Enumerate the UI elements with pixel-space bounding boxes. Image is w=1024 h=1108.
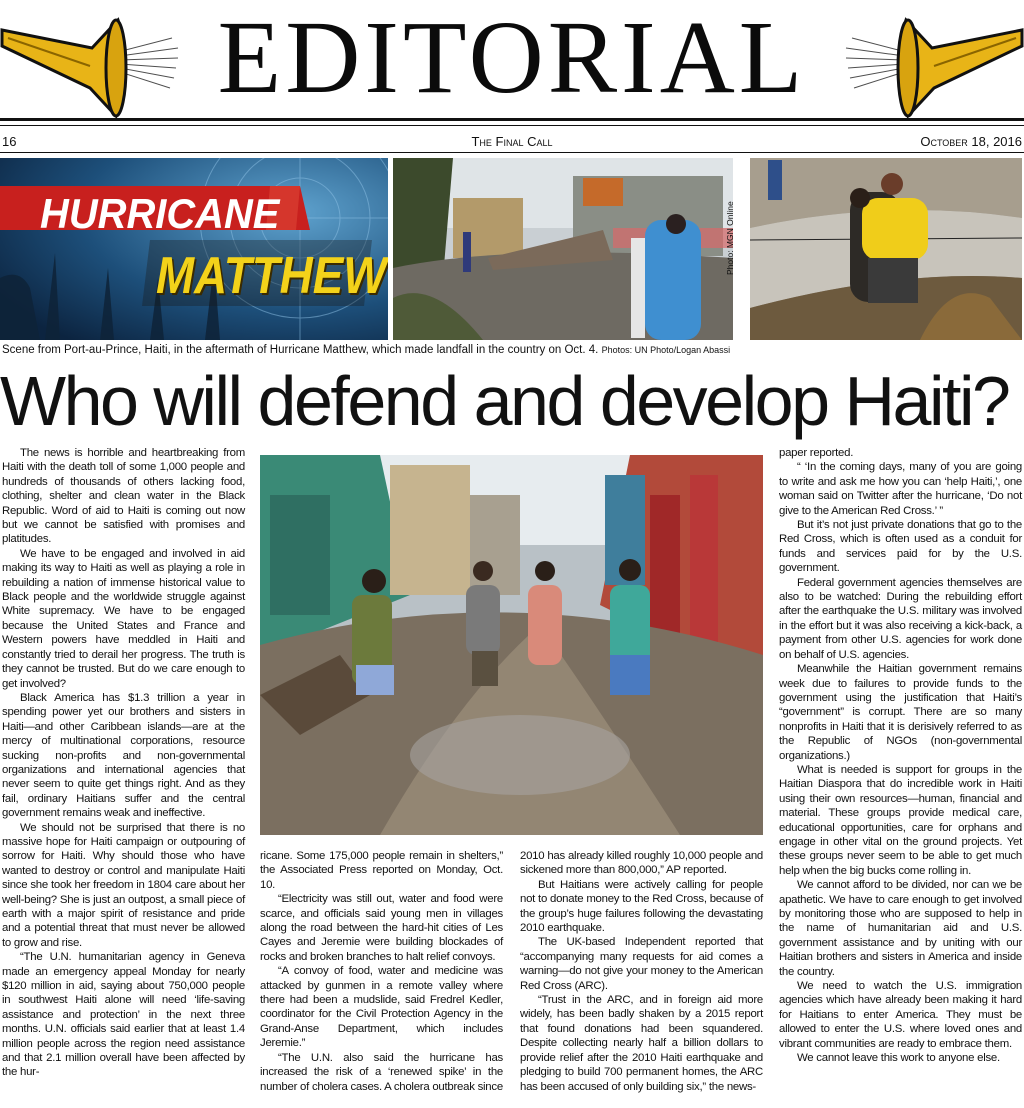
street-damage-photo: [393, 158, 733, 340]
paragraph: We need to watch the U.S. immigration agencies which have already been making it hard for Haitians to enter America. They must be allowed to enter the U.S. where loved ones and vibrant communities are ready to embrace them.: [779, 980, 1022, 1050]
paragraph: “Electricity was still out, water and food were scarce, and officials said young men in villages along the road between the hard-hit cities of Les Cayes and Jeremie were building blockades of rocks and broken branches to halt relief convoys.: [260, 893, 503, 963]
paragraph: Federal government agencies themselves are also to be watched: During the rebuilding effort after the earthquake the U.S. military was involved in the effort but it was also receiving a kick-back, a payment from other U.S. agencies for work done on behalf of U.S. agencies.: [779, 576, 1022, 661]
issue-date: October 18, 2016: [920, 134, 1022, 149]
paragraph: “The U.N. humanitarian agency in Geneva made an emergency appeal Monday for nearly $120 million in aid, saying about 750,000 people in southwest Haiti alone will need ‘life-saving assistance and protection’ in the next three months. U.N. officials said earlier that at least 1.4 million people across the region need assistance and that 2.1 million overall have been affected by the hur-: [2, 951, 245, 1079]
paragraph: “ ‘In the coming days, many of you are going to write and ask me how you can ‘help Haiti,’, one woman said on Twitter after the hurricane, ‘Do not give to the American Red Cross.’ ”: [779, 461, 1022, 517]
paragraph: “A convoy of food, water and medicine was attacked by gunmen in a remote valley where there had been a mudslide, said Fredrel Kedler, coordinator for the Civil Protection Agency in the Grand-Anse Department, which includes Jeremie.”: [260, 965, 503, 1050]
paragraph: 2010 has already killed roughly 10,000 people and sickened more than 800,000,” AP reported.: [520, 850, 763, 877]
paragraph: What is needed is support for groups in the Haitian Diaspora that do incredible work in Haiti using their own resources—human, financial and material. These groups provide medical care, educational opportunities, care for orphans and engage in other vital on the ground projects. Yet these groups never seem to be able to get much help when the big bucks come rolling in.: [779, 763, 1022, 877]
paragraph: Meanwhile the Haitian government remains week due to failures to provide funds to the government using the justification that Haiti’s “government” is corrupt. There are so many nonprofits in Haiti that it is derisively referred to as the Republic of NGOs (non-governmental organizations.): [779, 663, 1022, 762]
paragraph: paper reported.: [779, 447, 854, 459]
article-column-4: [779, 446, 1022, 1065]
paragraph: We have to be engaged and involved in aid making its way to Haiti as well as playing a role in rebuilding a nation of immense historical value to Black people and the worldwide struggle against White supremacy. We have to be engaged because the United States and France and Western powers have meddled in Haiti and constantly tried to derail her progress. The truth is they cannot be trusted. But do we care enough to get involved?: [2, 547, 245, 690]
paragraph: “Trust in the ARC, and in foreign aid more widely, has been badly shaken by a 2015 report that found donations had been squandered. Despite collecting nearly half a billion dollars to provide relief after the 2010 Haiti earthquake and pledging to build 700 permanent homes, the ARC has been accused of only building six,” the news-: [520, 994, 763, 1093]
caption-credit: Photos: UN Photo/Logan Abassi: [601, 345, 731, 355]
article-column-1: [2, 446, 245, 1080]
caption-text: Scene from Port-au-Prince, Haiti, in the aftermath of Hurricane Matthew, which made landfall in the country on Oct. 4.: [2, 344, 599, 356]
banner-text-hurricane: HURRICANE: [40, 190, 280, 237]
photo-credit-vertical: Photo: MGN Online: [725, 201, 735, 275]
masthead-rule-thin: [0, 125, 1024, 126]
folio-rule: [0, 152, 1024, 153]
paragraph: ricane. Some 175,000 people remain in shelters,” the Associated Press reported on Monday, Oct. 10.: [260, 850, 503, 891]
paragraph: Black America has $1.3 trillion a year in spending power yet our brothers and sisters in Haiti—and other Caribbean islands—are at the mercy of multinational corporations, resource sucking non-profits and non-governmental organizations and international agencies that never seem to quite get things right. And as they fail, ordinary Haitians suffer and the central government remains weak and ineffective.: [2, 691, 245, 820]
paragraph: But Haitians were actively calling for people not to donate money to the Red Cross, because of the group’s huge failures following the devastating 2010 earthquake.: [520, 878, 763, 935]
publication-name: The Final Call: [471, 134, 553, 149]
paragraph: We cannot leave this work to anyone else.: [797, 1052, 1000, 1065]
paragraph: We should not be surprised that there is no massive hope for Haiti campaign or outpouring of sorrow for Haiti. Why should those who have wanted to destroy or control and manipulate Haiti since she took her freedom in 1804 care about her well-being? She is just an outpost, a small piece of earth with a major spirit of resistance and pride and a potential threat that must never be allowed to grow and rise.: [2, 821, 245, 949]
article-column-3: [520, 849, 763, 1094]
paragraph: We cannot afford to be divided, nor can we be apathetic. We have to care enough to get involved by monitoring those who are supposed to help in the name of humanitarian aid and U.S. government assistance and by uniting with our Haitian brothers and sisters in America and inside the country.: [779, 879, 1022, 978]
paragraph: The UK-based Independent reported that “accompanying many requests for aid comes a warning—do not give your money to the American Red Cross (ARC).: [520, 936, 763, 992]
paragraph: But it’s not just private donations that go to the Red Cross, which is often used as a conduit for funds and services paid for by the U.S. government.: [779, 519, 1022, 575]
article-headline: Who will defend and develop Haiti?: [0, 362, 1009, 440]
paragraph: The news is horrible and heartbreaking from Haiti with the death toll of some 1,000 people and hundreds of thousands of others lacking food, clothing, shelter and clean water in the Black Republic. Word of aid to Haiti is coming out now but we cannot be satisfied with promises and platitudes.: [2, 447, 245, 546]
masthead-title: EDITORIAL: [217, 0, 807, 115]
photo-caption: [2, 344, 730, 356]
banner-text-matthew: MATTHEW: [156, 247, 387, 305]
river-rescue-photo: [750, 158, 1022, 340]
article-column-2: [260, 849, 503, 1094]
hurricane-matthew-graphic: [0, 158, 388, 340]
flooded-street-photo: [260, 455, 763, 835]
masthead-rule-top: [0, 118, 1024, 121]
page-number: 16: [2, 134, 17, 149]
paragraph: “The U.N. also said the hurricane has increased the risk of a ‘renewed spike’ in the number of cholera cases. A cholera outbreak since: [260, 1051, 503, 1093]
